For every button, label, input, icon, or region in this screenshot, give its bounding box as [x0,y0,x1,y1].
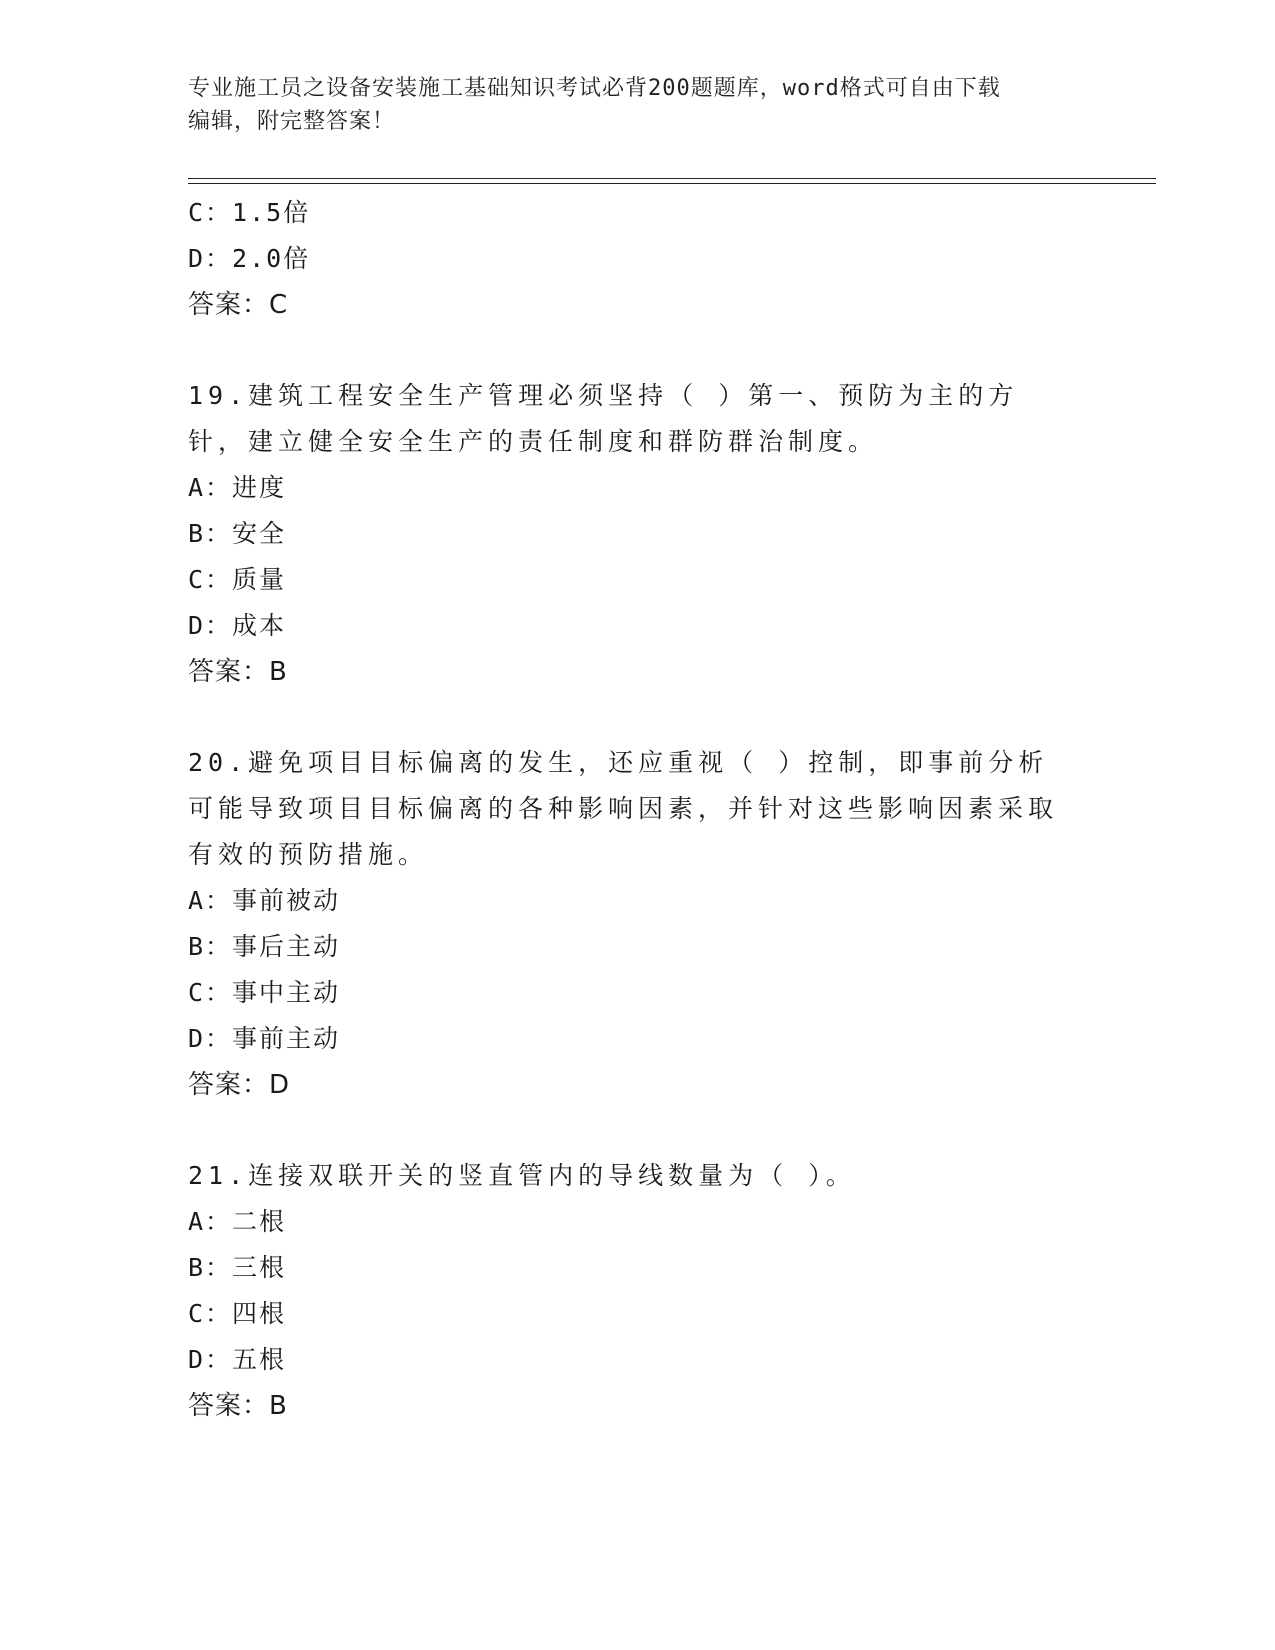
answer-line: 答案：B [188,657,288,687]
option-d: D：事前主动 [188,1024,341,1053]
answer-line: 答案：B [188,1391,288,1421]
option-c: C：质量 [188,565,287,594]
option-a: A：事前被动 [188,886,341,915]
answer-line: 答案：D [188,1070,291,1100]
option-c: C：四根 [188,1299,287,1328]
option-b: B：事后主动 [188,932,341,961]
question-stem: 20.避免项目目标偏离的发生，还应重视（ ）控制，即事前分析可能导致项目目标偏离的各种影响因素，并针对这些影响因素采取有效的预防措施。 [188,748,1059,869]
option-d: D：五根 [188,1345,287,1374]
question-stem: 19.建筑工程安全生产管理必须坚持（ ）第一、预防为主的方针，建立健全安全生产的责任制度和群防群治制度。 [188,381,1019,456]
question-stem: 21.连接双联开关的竖直管内的导线数量为（ ）。 [188,1161,856,1190]
question-20 [188,740,1068,1108]
option-a: A：二根 [188,1207,287,1236]
question-21 [188,1153,1068,1429]
option-c: C：1.5倍 [188,198,311,227]
page-header [188,72,1088,138]
spacer [188,1108,1068,1153]
option-b: B：三根 [188,1253,287,1282]
header-divider-bottom [188,183,1156,184]
question-content [188,190,1068,1429]
option-b: B：安全 [188,519,287,548]
header-title-line-2: 编辑，附完整答案！ [188,109,396,134]
question-19 [188,373,1068,695]
answer-line: 答案：C [188,290,289,320]
option-d: D：2.0倍 [188,244,311,273]
header-divider-top [188,178,1156,179]
spacer [188,695,1068,740]
option-c: C：事中主动 [188,978,341,1007]
option-a: A：进度 [188,473,287,502]
header-title-line-1: 专业施工员之设备安装施工基础知识考试必背200题题库，word格式可自由下载 [188,76,1001,101]
spacer [188,328,1068,373]
option-d: D：成本 [188,611,287,640]
question-18-tail [188,190,1068,328]
